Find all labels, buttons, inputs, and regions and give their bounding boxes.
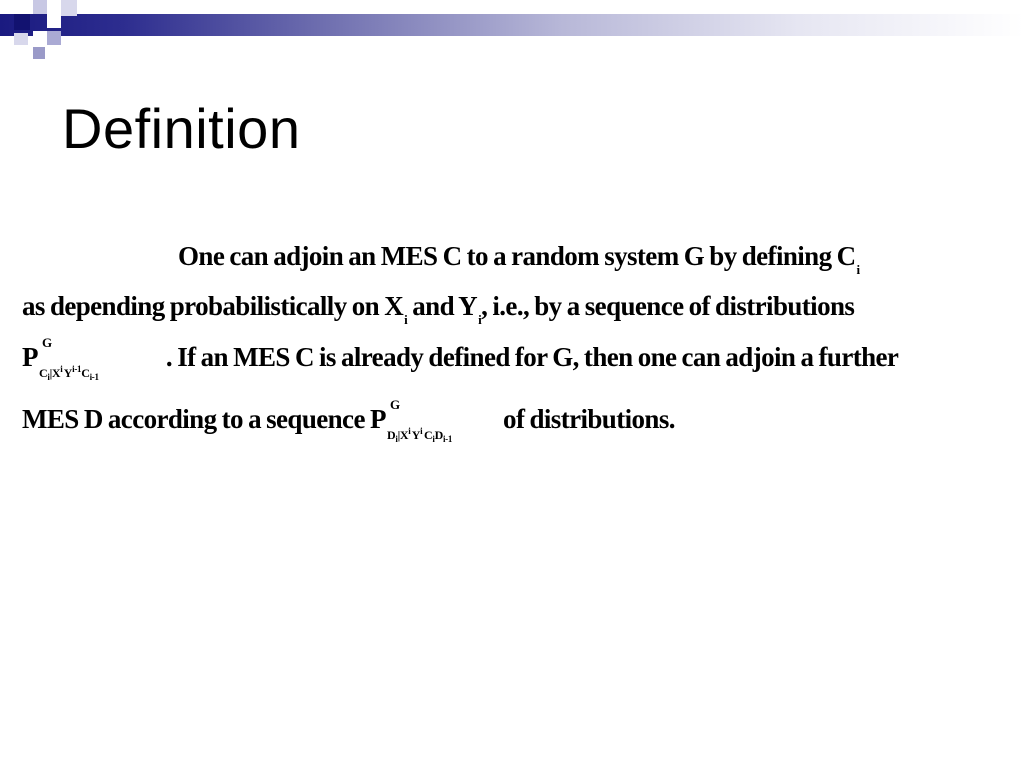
decorative-square: [47, 31, 61, 45]
subscript: i: [404, 312, 408, 327]
header-gradient-bar: [0, 14, 1024, 36]
decorative-square: [61, 0, 77, 16]
distribution-subscript: [39, 364, 99, 382]
body-text: of distributions.: [497, 404, 675, 434]
distribution-symbol: [22, 335, 99, 382]
distribution-p: P: [22, 342, 38, 372]
subscript-exponent: i: [420, 426, 423, 436]
subscript-symbol: |X: [49, 366, 61, 380]
subscript-symbol: D: [386, 428, 396, 442]
decorative-square: [14, 14, 30, 30]
subscript-index: i-1: [89, 372, 99, 382]
decorative-square: [14, 33, 28, 45]
body-text: , i.e., by a sequence of distributions: [481, 291, 855, 321]
subscript-symbol: Y: [410, 428, 421, 442]
body-text: as depending probabilistically on X: [22, 291, 404, 321]
subscript: i: [478, 312, 482, 327]
distribution-symbol: [369, 397, 453, 444]
superscript: G: [389, 397, 400, 412]
decorative-square: [33, 31, 47, 45]
decorative-square: [33, 0, 47, 14]
subscript: i: [856, 262, 860, 277]
body-text: and Y: [407, 291, 478, 321]
body-text: MES D according to a sequence: [22, 404, 370, 434]
subscript-symbol: D: [434, 428, 443, 442]
subscript-symbol: C: [39, 366, 48, 380]
decorative-square: [33, 47, 45, 59]
superscript: G: [42, 335, 52, 350]
subscript-index: i: [47, 372, 50, 382]
subscript-symbol: |X: [397, 428, 409, 442]
subscript-symbol: C: [422, 428, 433, 442]
subscript-index: i: [395, 434, 398, 444]
subscript-symbol: Y: [62, 366, 73, 380]
distribution-p: P: [369, 404, 386, 434]
body-line-3: [22, 335, 1024, 382]
decorative-square: [0, 0, 14, 14]
subscript-exponent: i-1: [72, 364, 82, 374]
distribution-subscript: [386, 426, 453, 444]
body-line-1: [178, 241, 1024, 278]
subscript-exponent: i: [408, 426, 411, 436]
subscript-index: i-1: [442, 434, 453, 444]
subscript-exponent: i: [60, 364, 63, 374]
body-line-2: [22, 291, 1024, 328]
slide-title: Definition: [62, 97, 301, 160]
subscript-index: i: [432, 434, 435, 444]
body-line-4: [22, 397, 1024, 444]
decorative-square: [47, 14, 61, 28]
body-text: . If an MES C is already defined for G, then one can adjoin a further: [165, 342, 899, 372]
body-text: One can adjoin an MES C to a random system G by defining C: [178, 241, 856, 271]
subscript-symbol: C: [81, 366, 90, 380]
